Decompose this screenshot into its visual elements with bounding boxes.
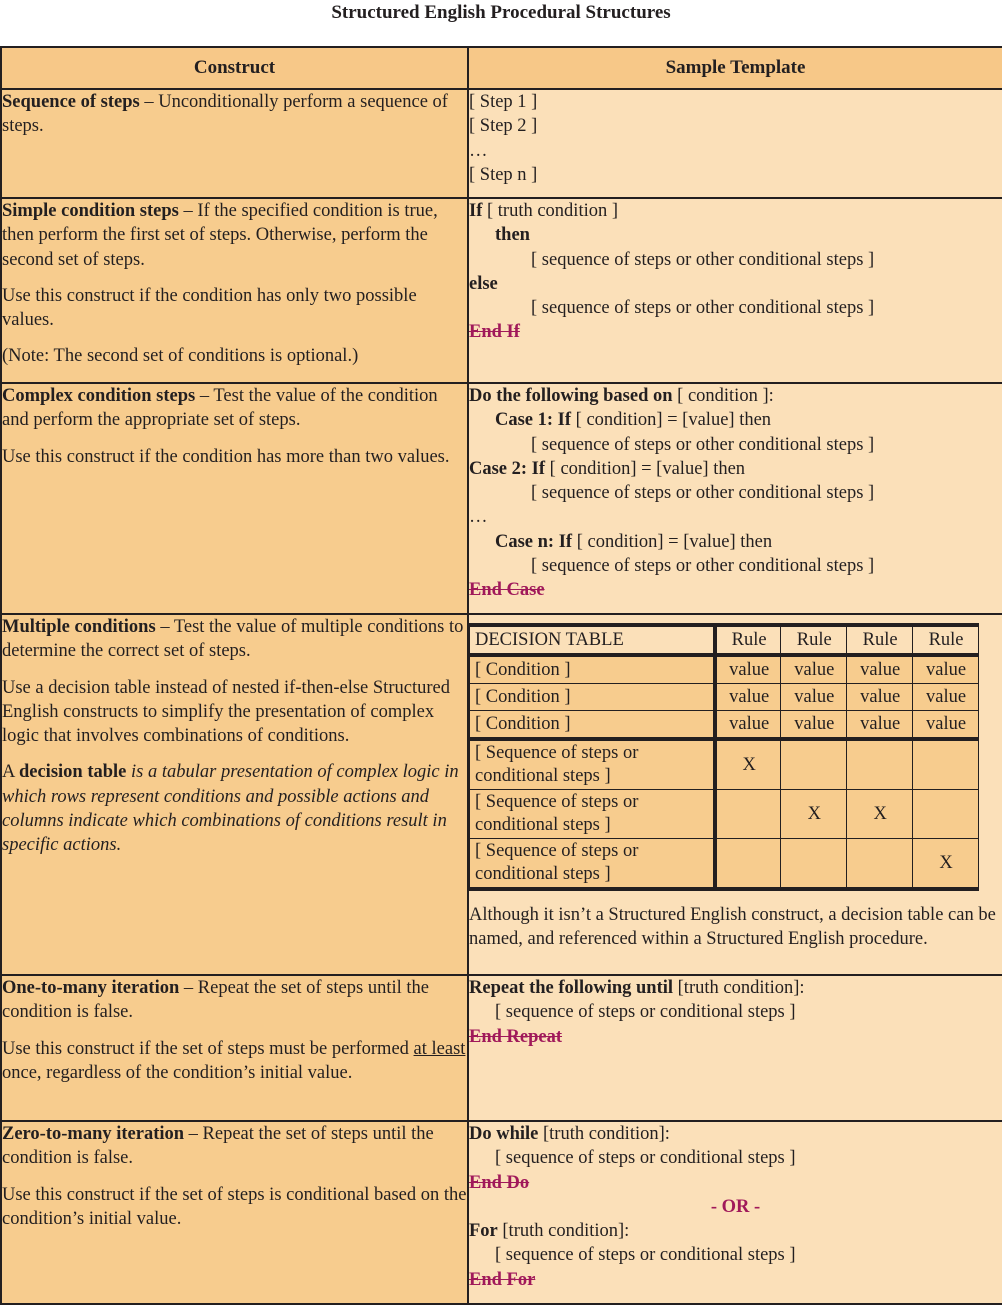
- decision-table-note: Although it isn’t a Structured English construct, a decision table can be named, and referenced within a Structured English procedure.: [469, 905, 996, 950]
- definition-text: A: [2, 762, 19, 783]
- header-template: Sample Template: [468, 47, 1002, 89]
- decision-table-title: DECISION TABLE: [470, 625, 715, 655]
- template-text: [truth condition]:: [538, 1124, 670, 1144]
- condition-value: value: [913, 684, 979, 711]
- construct-term: Sequence of steps: [2, 92, 140, 112]
- action-label: [470, 739, 715, 790]
- construct-cell: [1, 975, 468, 1121]
- condition-value: value: [847, 655, 913, 684]
- template-line: [ sequence of steps or other conditional steps ]: [531, 249, 875, 270]
- action-mark: [913, 790, 979, 839]
- template-cell: [468, 198, 1002, 383]
- template-line: …: [469, 140, 488, 161]
- condition-value: value: [781, 711, 847, 740]
- condition-value: value: [913, 711, 979, 740]
- construct-cell: [1, 383, 468, 614]
- template-text: [ condition ]:: [672, 386, 774, 406]
- construct-usage: Use a decision table instead of nested if-then-else Structured English constructs to simplify the presentation of complex logic that involves combinations of conditions.: [2, 677, 450, 747]
- template-line: [ sequence of steps or other conditional steps ]: [531, 434, 875, 455]
- construct-term: Complex condition steps: [2, 386, 196, 406]
- template-line: [469, 384, 1002, 408]
- template-cell: [468, 1121, 1002, 1304]
- usage-emphasis: at least: [413, 1038, 466, 1059]
- template-cell: [468, 975, 1002, 1121]
- keyword-if: If: [469, 201, 483, 221]
- construct-desc: – If the specified condition is true, then perform the first set of steps. Otherwise, perform the second set of steps.: [2, 201, 438, 270]
- template-line: [ Step n ]: [469, 164, 538, 185]
- construct-usage: Use this construct if the condition has only two possible values.: [2, 285, 417, 331]
- decision-table-definition: [2, 760, 467, 857]
- keyword-text: Repeat the following until: [469, 978, 674, 998]
- template-line: [469, 199, 1002, 223]
- template-line: [469, 1219, 1002, 1243]
- condition-value: value: [847, 684, 913, 711]
- rule-header: Rule: [715, 625, 781, 655]
- action-mark: [781, 839, 847, 890]
- template-text: [ condition] = [value] then: [571, 410, 772, 431]
- construct-desc: – Unconditionally perform a sequence of steps.: [2, 92, 448, 137]
- keyword-text: For: [469, 1221, 498, 1242]
- structures-table: [0, 46, 1002, 1305]
- construct-cell: [1, 1121, 468, 1304]
- action-mark: [715, 790, 781, 839]
- construct-term: Multiple conditions: [2, 617, 156, 637]
- action-mark: X: [781, 790, 847, 839]
- condition-value: value: [715, 655, 781, 684]
- construct-desc: – Repeat the set of steps until the condition is false.: [2, 978, 429, 1023]
- action-mark: [715, 839, 781, 890]
- template-line: [ sequence of steps or other conditional steps ]: [531, 483, 875, 504]
- keyword-text: then: [495, 225, 530, 246]
- template-text: [ condition] = [value] then: [545, 458, 746, 479]
- action-mark: [847, 839, 913, 890]
- condition-value: value: [715, 684, 781, 711]
- action-mark: X: [715, 739, 781, 790]
- end-if-marker: End If: [469, 322, 520, 343]
- end-repeat-marker: End Repeat: [469, 1026, 563, 1047]
- end-case-marker: End Case: [469, 580, 545, 601]
- usage-text: Use this construct if the set of steps must be performed: [2, 1038, 414, 1059]
- rule-header: Rule: [781, 625, 847, 655]
- construct-term: Simple condition steps: [2, 201, 179, 221]
- definition-term: decision table: [18, 762, 127, 783]
- case-line: [469, 457, 1002, 481]
- action-row: [470, 839, 979, 890]
- action-label: [470, 790, 715, 839]
- action-label-line: conditional steps ]: [475, 815, 611, 835]
- template-text: [ truth condition ]: [482, 201, 619, 221]
- template-line: [ sequence of steps or conditional steps ]: [495, 1245, 796, 1266]
- action-label-line: [ Sequence of steps or: [475, 792, 639, 812]
- construct-desc: – Repeat the set of steps until the condition is false.: [2, 1124, 434, 1169]
- page-title: Structured English Procedural Structures: [331, 2, 671, 23]
- construct-note: (Note: The second set of conditions is optional.): [2, 346, 359, 367]
- condition-value: value: [913, 655, 979, 684]
- construct-usage: Use this construct if the set of steps is conditional based on the condition’s initial value.: [2, 1184, 467, 1229]
- action-row: [470, 790, 979, 839]
- case-line: [469, 408, 1002, 432]
- template-line: [ Step 1 ]: [469, 92, 538, 112]
- action-mark: [781, 739, 847, 790]
- template-line: [ sequence of steps or other conditional steps ]: [531, 298, 875, 319]
- construct-cell: [1, 89, 468, 198]
- action-label-line: conditional steps ]: [475, 766, 611, 786]
- end-for-marker: End For: [469, 1269, 536, 1290]
- keyword-text: Do the following based on: [469, 386, 673, 406]
- action-label-line: [ Sequence of steps or: [475, 841, 639, 861]
- action-mark: X: [847, 790, 913, 839]
- condition-value: value: [715, 711, 781, 740]
- action-mark: [913, 739, 979, 790]
- rule-header: Rule: [847, 625, 913, 655]
- template-cell: [468, 614, 1002, 975]
- template-line: [ sequence of steps or conditional steps ]: [495, 1002, 796, 1023]
- row-complex-condition: [1, 383, 1002, 614]
- row-sequence: [1, 89, 1002, 198]
- decision-table-header: [470, 625, 979, 655]
- action-label: [470, 839, 715, 890]
- keyword-then: [469, 223, 1002, 247]
- keyword-else: [469, 272, 1002, 296]
- construct-term: One-to-many iteration: [2, 978, 180, 998]
- action-row: [470, 739, 979, 790]
- construct-cell: [1, 198, 468, 383]
- condition-row: [470, 655, 979, 684]
- decision-table: [469, 623, 979, 891]
- header-construct: Construct: [1, 47, 468, 89]
- template-text: [ condition] = [value] then: [572, 531, 773, 552]
- keyword-text: else: [469, 273, 498, 294]
- usage-text: once, regardless of the condition’s initial value.: [2, 1062, 353, 1083]
- template-line: [ Step 2 ]: [469, 116, 538, 137]
- condition-label: [ Condition ]: [470, 711, 715, 740]
- action-mark: [847, 739, 913, 790]
- action-mark: X: [913, 839, 979, 890]
- condition-row: [470, 711, 979, 740]
- condition-label: [ Condition ]: [470, 684, 715, 711]
- action-label-line: [ Sequence of steps or: [475, 743, 639, 763]
- construct-desc: – Test the value of the condition and perform the appropriate set of steps.: [2, 386, 438, 431]
- template-line: [469, 1122, 1002, 1146]
- condition-value: value: [847, 711, 913, 740]
- action-label-line: conditional steps ]: [475, 864, 611, 884]
- definition-text: is a tabular presentation of complex logic in which rows represent conditions and possible actions and columns indicate which combinations of conditions result in specific actions.: [2, 762, 459, 856]
- keyword-text: Case n: If: [495, 531, 573, 552]
- template-line: …: [469, 507, 488, 528]
- row-simple-condition: [1, 198, 1002, 383]
- construct-term: Zero-to-many iteration: [2, 1124, 185, 1144]
- template-line: [469, 976, 1002, 1000]
- construct-desc: – Test the value of multiple conditions to determine the correct set of steps.: [2, 617, 464, 662]
- keyword-text: Case 2: If: [469, 458, 546, 479]
- condition-value: value: [781, 684, 847, 711]
- construct-usage: [2, 1037, 467, 1086]
- template-line: [ sequence of steps or conditional steps ]: [495, 1148, 796, 1169]
- or-separator: - OR -: [710, 1196, 761, 1217]
- rule-header: Rule: [913, 625, 979, 655]
- template-text: [truth condition]:: [497, 1221, 630, 1242]
- keyword-text: Case 1: If: [495, 410, 572, 431]
- row-one-to-many: [1, 975, 1002, 1121]
- template-cell: [468, 89, 1002, 198]
- condition-row: [470, 684, 979, 711]
- header-row: [1, 47, 1002, 89]
- template-text: [truth condition]:: [673, 978, 805, 998]
- construct-usage: Use this construct if the condition has more than two values.: [2, 446, 450, 467]
- template-cell: [468, 383, 1002, 614]
- condition-value: value: [781, 655, 847, 684]
- construct-cell: [1, 614, 468, 975]
- case-line: [469, 530, 1002, 554]
- template-line: [ sequence of steps or other conditional steps ]: [531, 556, 875, 577]
- keyword-text: Do while: [469, 1124, 539, 1144]
- row-zero-to-many: [1, 1121, 1002, 1304]
- end-do-marker: End Do: [469, 1172, 530, 1193]
- condition-label: [ Condition ]: [470, 655, 715, 684]
- row-multiple-conditions: [1, 614, 1002, 975]
